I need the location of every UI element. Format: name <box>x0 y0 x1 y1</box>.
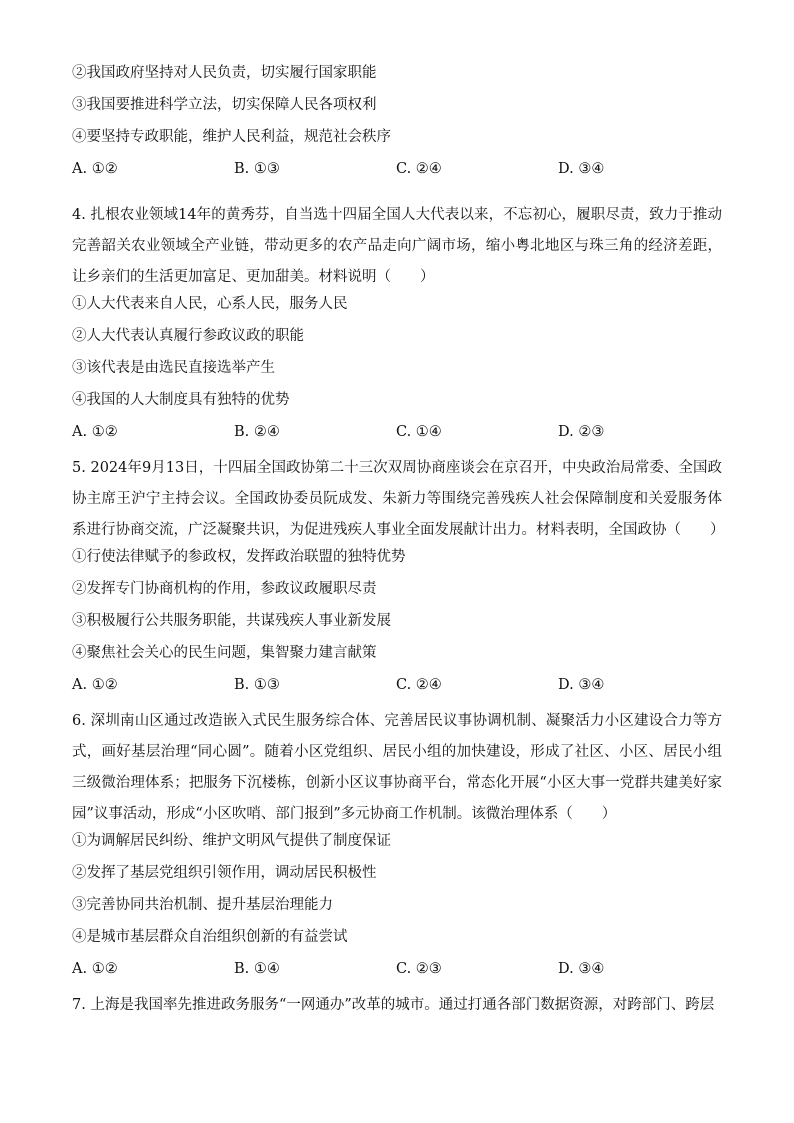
choice-b: B. ①④ <box>234 961 280 977</box>
option-3: ③该代表是由选民直接选举产生 <box>72 360 275 376</box>
question-5 <box>72 453 725 696</box>
option-3: ③完善协同共治机制、提升基层治理能力 <box>72 897 333 913</box>
answer-choices <box>72 958 722 980</box>
choice-d: D. ②③ <box>558 424 605 440</box>
option-2: ②发挥了基层党组织引领作用，调动居民积极性 <box>72 865 377 881</box>
choice-c: C. ②④ <box>396 161 442 177</box>
answer-choices <box>72 421 722 443</box>
question-6 <box>72 706 722 980</box>
question-4 <box>72 200 722 443</box>
choice-b: B. ①③ <box>234 161 280 177</box>
option-2: ②人大代表认真履行参政议政的职能 <box>72 328 304 344</box>
question-stem: 4. 扎根农业领域14年的黄秀芬，自当选十四届全国人大代表以来，不忘初心，履职尽责，致力于推动完善韶关农业领域全产业链，带动更多的农产品走向广阔市场，缩小粤北地区与珠三角的经济差距，让乡亲们的生活更加富足、更加甜美。材料说明（ ） <box>72 207 722 285</box>
choice-d: D. ③④ <box>558 961 605 977</box>
question-7 <box>72 990 722 1021</box>
question-stem: 5. 2024年9月13日，十四届全国政协第二十三次双周协商座谈会在京召开，中央政治局常委、全国政协主席王沪宁主持会议。全国政协委员阮成发、朱新力等围绕完善残疾人社会保障制度和关爱服务体系进行协商交流，广泛凝聚共识，为促进残疾人事业全面发展献计出力。材料表明，全国政协（ ） <box>72 460 725 538</box>
option-1: ①行使法律赋予的参政权，发挥政治联盟的独特优势 <box>72 549 406 565</box>
choice-b: B. ①③ <box>234 677 280 693</box>
option-2: ②发挥专门协商机构的作用，参政议政履职尽责 <box>72 581 377 597</box>
question-stem: 6. 深圳南山区通过改造嵌入式民生服务综合体、完善居民议事协调机制、凝聚活力小区建设合力等方式，画好基层治理“同心圆”。随着小区党组织、居民小组的加快建设，形成了社区、小区、居民小组三级微治理体系；把服务下沉楼栋，创新小区议事协商平台，常态化开展“小区大事一党群共建美好家园”议事活动，形成“小区吹哨、部门报到”多元协商工作机制。该微治理体系（ ） <box>72 713 722 822</box>
choice-a: A. ①② <box>72 161 118 177</box>
question-3 <box>72 62 722 180</box>
question-list <box>72 62 725 1021</box>
choice-d: D. ③④ <box>558 677 605 693</box>
option-3: ③积极履行公共服务职能，共谋残疾人事业新发展 <box>72 613 391 629</box>
option-3: ③我国要推进科学立法，切实保障人民各项权利 <box>72 97 377 113</box>
option-2: ②我国政府坚持对人民负责，切实履行国家职能 <box>72 65 377 81</box>
choice-a: A. ①② <box>72 961 118 977</box>
choice-a: A. ①② <box>72 677 118 693</box>
choice-d: D. ③④ <box>558 161 605 177</box>
option-4: ④要坚持专政职能，维护人民利益，规范社会秩序 <box>72 129 391 145</box>
option-1: ①为调解居民纠纷、维护文明风气提供了制度保证 <box>72 833 391 849</box>
option-4: ④我国的人大制度具有独特的优势 <box>72 392 290 408</box>
option-4: ④是城市基层群众自治组织创新的有益尝试 <box>72 929 348 945</box>
option-4: ④聚焦社会关心的民生问题，集智聚力建言献策 <box>72 645 377 661</box>
choice-b: B. ②④ <box>234 424 280 440</box>
choice-c: C. ②④ <box>396 677 442 693</box>
choice-c: C. ①④ <box>396 424 442 440</box>
answer-choices <box>72 674 722 696</box>
option-1: ①人大代表来自人民，心系人民，服务人民 <box>72 296 348 312</box>
answer-choices <box>72 158 722 180</box>
question-stem: 7. 上海是我国率先推进政务服务“一网通办”改革的城市。通过打通各部门数据资源，对跨部门、跨层 <box>72 997 715 1013</box>
choice-c: C. ②③ <box>396 961 442 977</box>
choice-a: A. ①② <box>72 424 118 440</box>
